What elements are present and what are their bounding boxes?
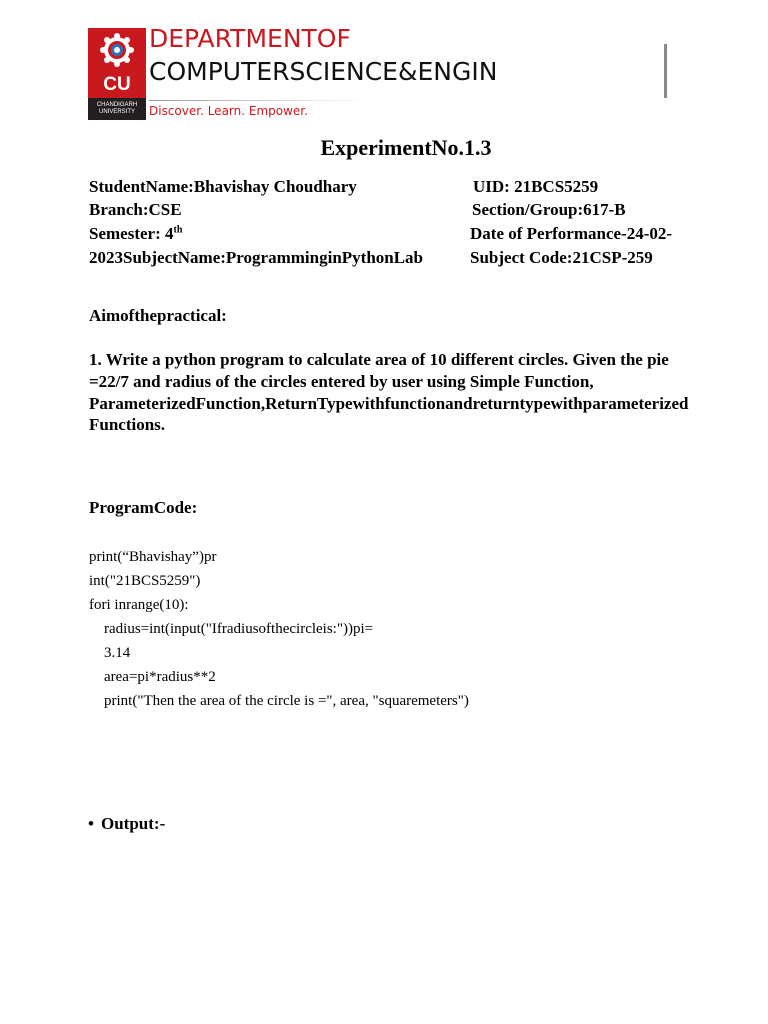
student-name: StudentName:Bhavishay Choudhary bbox=[89, 177, 357, 196]
program-code-heading: ProgramCode: bbox=[89, 498, 198, 517]
code-line: print("Then the area of the circle is =", area, "squaremeters") bbox=[104, 693, 469, 709]
output-bullet: • bbox=[88, 814, 94, 833]
output-heading: Output:- bbox=[101, 814, 166, 833]
question-line: =22/7 and radius of the circles entered by user using Simple Function, bbox=[89, 372, 594, 391]
semester bbox=[89, 224, 182, 244]
code-line: fori inrange(10): bbox=[89, 597, 189, 613]
question-line: Functions. bbox=[89, 415, 166, 434]
university-logo bbox=[88, 28, 146, 120]
student-uid: UID: 21BCS5259 bbox=[473, 177, 599, 196]
subject-name: 2023SubjectName:ProgramminginPythonLab bbox=[89, 248, 424, 267]
header-vertical-rule bbox=[664, 44, 667, 98]
gear-emblem-icon bbox=[88, 28, 146, 74]
question-line: ParameterizedFunction,ReturnTypewithfunctionandreturntypewithparameterized bbox=[89, 394, 689, 413]
subject-code: Subject Code:21CSP-259 bbox=[470, 248, 653, 267]
logo-band bbox=[88, 98, 146, 120]
code-line: 3.14 bbox=[104, 645, 131, 661]
experiment-title: ExperimentNo.1.3 bbox=[320, 135, 492, 160]
department-line1: DEPARTMENTOF bbox=[149, 24, 351, 53]
tagline-divider bbox=[149, 100, 369, 101]
branch: Branch:CSE bbox=[89, 200, 182, 219]
code-line: radius=int(input("Ifradiusofthecircleis:"))pi= bbox=[104, 621, 374, 637]
logo-university-line2: UNIVERSITY bbox=[98, 109, 135, 115]
section-group: Section/Group:617-B bbox=[472, 200, 626, 219]
code-line: area=pi*radius**2 bbox=[104, 669, 216, 685]
question-line: 1. Write a python program to calculate area of 10 different circles. Given the pie bbox=[89, 350, 669, 369]
code-line: int("21BCS5259") bbox=[89, 573, 201, 589]
date-of-performance: Date of Performance-24-02- bbox=[470, 224, 673, 243]
semester-suffix: th bbox=[173, 224, 183, 236]
code-line: print(“Bhavishay”)pr bbox=[89, 549, 217, 565]
aim-heading: Aimofthepractical: bbox=[89, 306, 227, 325]
department-line2: COMPUTERSCIENCE&ENGIN bbox=[149, 57, 498, 86]
logo-university-line1: CHANDIGARH bbox=[96, 102, 138, 108]
logo-initials: CU bbox=[103, 74, 131, 95]
tagline: Discover. Learn. Empower. bbox=[149, 104, 308, 118]
semester-text: Semester: 4 bbox=[89, 224, 174, 243]
